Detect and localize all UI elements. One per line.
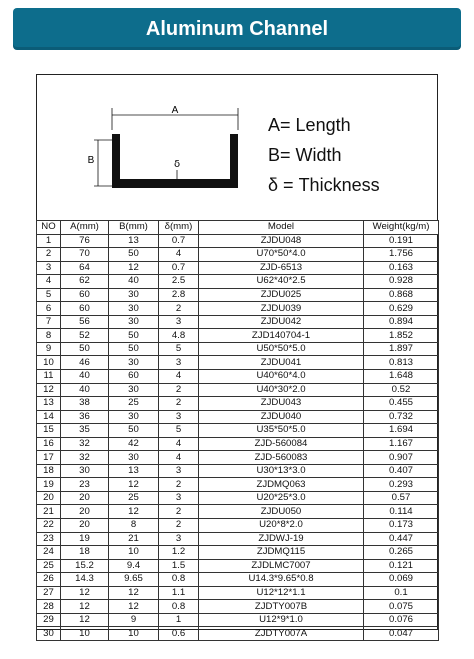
table-row (37, 288, 439, 302)
cell-weight: 1.852 (364, 329, 439, 343)
dimension-a-label: A (171, 105, 179, 116)
cell-weight: 0.907 (364, 451, 439, 465)
cell-no: 21 (37, 505, 61, 519)
dimension-legend (268, 110, 380, 200)
dimension-b-label: B (87, 155, 95, 166)
cell-b: 40 (109, 275, 159, 289)
cell-a: 50 (61, 342, 109, 356)
cell-a: 18 (61, 546, 109, 560)
cell-a: 40 (61, 383, 109, 397)
cell-b: 30 (109, 302, 159, 316)
cell-b: 13 (109, 234, 159, 248)
cell-b: 12 (109, 505, 159, 519)
cell-no: 10 (37, 356, 61, 370)
cell-thickness: 5 (159, 342, 199, 356)
table-row (37, 491, 439, 505)
cell-b: 50 (109, 342, 159, 356)
cell-thickness: 2.5 (159, 275, 199, 289)
cell-weight: 0.076 (364, 613, 439, 627)
cell-thickness: 2 (159, 383, 199, 397)
table-row (37, 356, 439, 370)
cell-no: 29 (37, 613, 61, 627)
cell-no: 5 (37, 288, 61, 302)
cell-weight: 0.52 (364, 383, 439, 397)
cell-b: 25 (109, 491, 159, 505)
cell-no: 11 (37, 370, 61, 384)
table-row (37, 383, 439, 397)
cell-weight: 0.173 (364, 519, 439, 533)
cell-weight: 0.191 (364, 234, 439, 248)
cell-weight: 0.1 (364, 586, 439, 600)
cell-a: 12 (61, 586, 109, 600)
cell-no: 1 (37, 234, 61, 248)
column-header-a: A(mm) (61, 221, 109, 235)
cell-thickness: 3 (159, 491, 199, 505)
cell-weight: 1.897 (364, 342, 439, 356)
table-row (37, 519, 439, 533)
cell-model: U40*60*4.0 (199, 370, 364, 384)
cell-no: 2 (37, 248, 61, 262)
cell-a: 20 (61, 505, 109, 519)
column-header-model: Model (199, 221, 364, 235)
specification-table (36, 220, 439, 641)
cell-b: 12 (109, 261, 159, 275)
cell-model: ZJDTY007A (199, 627, 364, 641)
cell-thickness: 0.8 (159, 600, 199, 614)
table-row (37, 302, 439, 316)
table-row (37, 315, 439, 329)
legend-row-width (268, 140, 380, 170)
cell-a: 60 (61, 302, 109, 316)
cell-a: 32 (61, 451, 109, 465)
cell-weight: 0.114 (364, 505, 439, 519)
cell-thickness: 0.7 (159, 234, 199, 248)
table-row (37, 478, 439, 492)
cell-a: 10 (61, 627, 109, 641)
cell-model: ZJDLMC7007 (199, 559, 364, 573)
cell-weight: 1.167 (364, 437, 439, 451)
column-header-weight: Weight(kg/m) (364, 221, 439, 235)
cell-no: 19 (37, 478, 61, 492)
cell-thickness: 4.8 (159, 329, 199, 343)
cell-b: 30 (109, 288, 159, 302)
cell-no: 17 (37, 451, 61, 465)
cell-b: 42 (109, 437, 159, 451)
cell-thickness: 3 (159, 464, 199, 478)
cell-b: 30 (109, 383, 159, 397)
cell-weight: 0.069 (364, 573, 439, 587)
cell-a: 19 (61, 532, 109, 546)
legend-term: Length (295, 115, 351, 135)
cell-model: ZJDU040 (199, 410, 364, 424)
cell-weight: 0.455 (364, 397, 439, 411)
cell-no: 28 (37, 600, 61, 614)
cell-no: 3 (37, 261, 61, 275)
cell-b: 9.65 (109, 573, 159, 587)
column-header-no: NO (37, 221, 61, 235)
cell-a: 62 (61, 275, 109, 289)
table-row (37, 437, 439, 451)
cell-no: 25 (37, 559, 61, 573)
cell-model: U14.3*9.65*0.8 (199, 573, 364, 587)
cell-model: U30*13*3.0 (199, 464, 364, 478)
table-body (37, 234, 439, 640)
legend-row-length (268, 110, 380, 140)
cell-b: 60 (109, 370, 159, 384)
table-row (37, 505, 439, 519)
cell-model: ZJDU041 (199, 356, 364, 370)
cell-no: 7 (37, 315, 61, 329)
cell-weight: 0.57 (364, 491, 439, 505)
cell-model: ZJDTY007B (199, 600, 364, 614)
cell-a: 32 (61, 437, 109, 451)
table-row (37, 613, 439, 627)
cell-a: 40 (61, 370, 109, 384)
cell-model: ZJD-560084 (199, 437, 364, 451)
legend-row-thickness (268, 170, 380, 200)
cell-weight: 0.121 (364, 559, 439, 573)
cell-no: 27 (37, 586, 61, 600)
cell-a: 12 (61, 600, 109, 614)
table-row (37, 586, 439, 600)
legend-term: Thickness (298, 175, 380, 195)
cell-weight: 0.813 (364, 356, 439, 370)
cell-thickness: 4 (159, 437, 199, 451)
cell-thickness: 2 (159, 478, 199, 492)
table-header-row (37, 221, 439, 235)
cell-a: 46 (61, 356, 109, 370)
cell-weight: 0.293 (364, 478, 439, 492)
cell-thickness: 1.2 (159, 546, 199, 560)
cell-no: 24 (37, 546, 61, 560)
cell-thickness: 4 (159, 451, 199, 465)
cell-a: 35 (61, 424, 109, 438)
cell-no: 18 (37, 464, 61, 478)
cell-no: 14 (37, 410, 61, 424)
cell-no: 30 (37, 627, 61, 641)
channel-profile-diagram (74, 104, 254, 198)
cell-a: 36 (61, 410, 109, 424)
cell-thickness: 2.8 (159, 288, 199, 302)
legend-term: Width (295, 145, 342, 165)
cell-weight: 0.732 (364, 410, 439, 424)
cell-no: 16 (37, 437, 61, 451)
column-header-b: B(mm) (109, 221, 159, 235)
cell-b: 30 (109, 356, 159, 370)
cell-thickness: 1.1 (159, 586, 199, 600)
cell-b: 50 (109, 329, 159, 343)
cell-model: ZJDU025 (199, 288, 364, 302)
cell-model: ZJDU048 (199, 234, 364, 248)
cell-model: ZJD-560083 (199, 451, 364, 465)
table-row (37, 451, 439, 465)
table-row (37, 424, 439, 438)
cell-thickness: 3 (159, 315, 199, 329)
cell-a: 14.3 (61, 573, 109, 587)
cell-weight: 0.163 (364, 261, 439, 275)
cell-b: 12 (109, 600, 159, 614)
cell-a: 12 (61, 613, 109, 627)
table-row (37, 329, 439, 343)
cell-thickness: 0.7 (159, 261, 199, 275)
legend-symbol: A= (268, 115, 291, 135)
cell-no: 23 (37, 532, 61, 546)
cell-weight: 0.868 (364, 288, 439, 302)
cell-thickness: 2 (159, 505, 199, 519)
page-title (13, 8, 461, 50)
cell-b: 25 (109, 397, 159, 411)
cell-no: 20 (37, 491, 61, 505)
legend-symbol: B= (268, 145, 291, 165)
table-row (37, 627, 439, 641)
cell-a: 56 (61, 315, 109, 329)
page-title-text: Aluminum Channel (145, 17, 329, 40)
table-row (37, 261, 439, 275)
cell-thickness: 4 (159, 370, 199, 384)
table-row (37, 342, 439, 356)
cell-thickness: 5 (159, 424, 199, 438)
cell-b: 10 (109, 546, 159, 560)
cell-thickness: 3 (159, 410, 199, 424)
cell-a: 52 (61, 329, 109, 343)
cell-b: 10 (109, 627, 159, 641)
cell-no: 9 (37, 342, 61, 356)
cell-a: 23 (61, 478, 109, 492)
cell-thickness: 4 (159, 248, 199, 262)
cell-a: 70 (61, 248, 109, 262)
cell-a: 64 (61, 261, 109, 275)
cell-b: 30 (109, 451, 159, 465)
table-row (37, 410, 439, 424)
cell-model: ZJDMQ115 (199, 546, 364, 560)
cell-weight: 1.694 (364, 424, 439, 438)
cell-no: 4 (37, 275, 61, 289)
cell-a: 20 (61, 519, 109, 533)
legend-symbol: δ = (268, 175, 294, 195)
table-row (37, 397, 439, 411)
cell-thickness: 2 (159, 397, 199, 411)
cell-weight: 0.894 (364, 315, 439, 329)
thickness-marker-label: δ (173, 159, 181, 170)
cell-a: 20 (61, 491, 109, 505)
cell-weight: 0.407 (364, 464, 439, 478)
cell-thickness: 3 (159, 532, 199, 546)
cell-model: U20*8*2.0 (199, 519, 364, 533)
cell-no: 12 (37, 383, 61, 397)
cell-b: 30 (109, 315, 159, 329)
cell-model: U35*50*5.0 (199, 424, 364, 438)
cell-weight: 0.265 (364, 546, 439, 560)
cell-model: U20*25*3.0 (199, 491, 364, 505)
cell-no: 26 (37, 573, 61, 587)
cell-thickness: 3 (159, 356, 199, 370)
table-row (37, 248, 439, 262)
cell-weight: 0.047 (364, 627, 439, 641)
table-row (37, 275, 439, 289)
cell-weight: 1.648 (364, 370, 439, 384)
cell-a: 38 (61, 397, 109, 411)
cell-thickness: 1.5 (159, 559, 199, 573)
table-row (37, 559, 439, 573)
cell-model: ZJD140704-1 (199, 329, 364, 343)
table-row (37, 573, 439, 587)
cell-model: ZJDU043 (199, 397, 364, 411)
table-row (37, 600, 439, 614)
cell-b: 12 (109, 586, 159, 600)
cell-model: U62*40*2.5 (199, 275, 364, 289)
cell-weight: 0.075 (364, 600, 439, 614)
cell-thickness: 1 (159, 613, 199, 627)
cell-b: 9 (109, 613, 159, 627)
cell-weight: 1.756 (364, 248, 439, 262)
cell-model: U70*50*4.0 (199, 248, 364, 262)
cell-b: 8 (109, 519, 159, 533)
cell-b: 30 (109, 410, 159, 424)
cell-thickness: 0.6 (159, 627, 199, 641)
cell-model: ZJD-6513 (199, 261, 364, 275)
cell-a: 30 (61, 464, 109, 478)
cell-b: 50 (109, 424, 159, 438)
table-row (37, 370, 439, 384)
cell-b: 50 (109, 248, 159, 262)
cell-weight: 0.629 (364, 302, 439, 316)
table-row (37, 546, 439, 560)
cell-a: 60 (61, 288, 109, 302)
cell-a: 15.2 (61, 559, 109, 573)
cell-b: 21 (109, 532, 159, 546)
cell-model: ZJDWJ-19 (199, 532, 364, 546)
cell-no: 8 (37, 329, 61, 343)
cell-weight: 0.928 (364, 275, 439, 289)
cell-no: 13 (37, 397, 61, 411)
cell-model: ZJDU042 (199, 315, 364, 329)
cell-thickness: 0.8 (159, 573, 199, 587)
cell-b: 12 (109, 478, 159, 492)
cell-model: U12*9*1.0 (199, 613, 364, 627)
table-row (37, 234, 439, 248)
cell-model: ZJDU039 (199, 302, 364, 316)
cell-model: ZJDMQ063 (199, 478, 364, 492)
cell-no: 6 (37, 302, 61, 316)
cell-model: ZJDU050 (199, 505, 364, 519)
table-row (37, 464, 439, 478)
cell-model: U12*12*1.1 (199, 586, 364, 600)
cell-thickness: 2 (159, 519, 199, 533)
cell-thickness: 2 (159, 302, 199, 316)
cell-model: U40*30*2.0 (199, 383, 364, 397)
cell-a: 76 (61, 234, 109, 248)
cell-weight: 0.447 (364, 532, 439, 546)
table-row (37, 532, 439, 546)
cell-no: 22 (37, 519, 61, 533)
cell-no: 15 (37, 424, 61, 438)
cell-model: U50*50*5.0 (199, 342, 364, 356)
column-header-thickness: δ(mm) (159, 221, 199, 235)
cell-b: 13 (109, 464, 159, 478)
cell-b: 9.4 (109, 559, 159, 573)
